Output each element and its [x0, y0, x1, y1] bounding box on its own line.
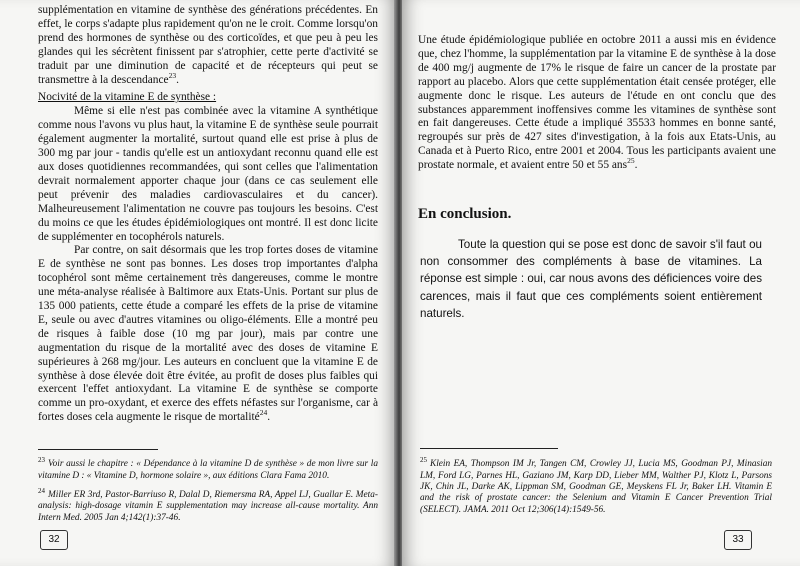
right-page [402, 0, 800, 566]
left-body-text [38, 4, 378, 425]
left-page [0, 0, 396, 566]
right-body-text [418, 34, 776, 173]
left-footnotes [38, 455, 378, 528]
footnote-24: $^{24}$ Miller ER 3rd, Pastor-Barriuso R, Dalal D, Riemersma RA, Appel LJ, Guallar E. Meta-analysis: high-dosage vitamin E supplementation may increase all-cause mortality. Ann Intern Med. 2005 Jan 4;142(1):37-46. [38, 486, 378, 523]
conclusion-heading: En conclusion. [418, 206, 512, 222]
paragraph-2: Même si elle n'est pas combinée avec la vitamine A synthétique comme nous l'avons vu plus haut, la vitamine E de synthèse seule pourrait également augmenter la mortalité, surtout quand elle est prise à plus de 300 mg par jour - tandis qu'elle est un antioxydant reconnu quand elle est aux doses quotidiennes recommandées, qui sont celles que l'alimentation devrait normalement apporter chaque jour (dans ce cas seulement elle peut prévenir des maladies cardiovasculaires et du cancer). Malheureusement l'alimentation ne couvre pas toujours les besoins. C'est du moins ce que les études épidémiologiques ont montré. Il est donc licite de supplémenter en tocophérols naturels. [38, 105, 378, 243]
footnote-25: $^{25}$ Klein EA, Thompson IM Jr, Tangen CM, Crowley JJ, Lucia MS, Goodman PJ, Minasian LM, Ford LG, Parnes HL, Gaziano JM, Karp DD, Lieber MM, Walther PJ, Klotz L, Parsons JK, Chin JL, Darke AK, Lippman SM, Goodman GE, Meyskens FL Jr, Baker LH. Vitamin E and the risk of prostate cancer: the Selenium and Vitamin E Cancer Prevention Trial (SELECT). JAMA. 2011 Oct 12;306(14):1549-56. [420, 456, 772, 515]
paragraph-1: supplémentation en vitamine de synthèse des générations précédentes. En effet, le corps s'adapte plus rapidement qu'on ne le croit. Comme lorsqu'on prend des hormones de synthèse ou des corticoïdes, et que peu à peu les glandes qui les sécrètent finissent par s'atrophier, cette perte d'activité se traduit par une diminution de capacité et de récepteurs qui peut se transmettre à la descendance$^{23}$. [38, 4, 378, 86]
footnote-23: $^{23}$ Voir aussi le chapitre : « Dépendance à la vitamine D de synthèse » de mon livre sur la vitamine D : « Vitamine D, hormone solaire », aux éditions Clara Fama 2010. [38, 456, 378, 481]
section-heading: Nocivité de la vitamine E de synthèse : [38, 91, 217, 104]
paragraph-4: Une étude épidémiologique publiée en octobre 2011 a aussi mis en évidence que, chez l'homme, la supplémentation par la vitamine E de synthèse à la dose de 400 mg/j augmente de 17% le risque de faire un cancer de la prostate par rapport au placebo. Alors que cette supplémentation était censée protéger, elle augmente donc le risque. Les auteurs de l'étude en ont conclu que des substances apparemment inoffensives comme les vitamines de synthèse sont en fait dangereuses. Cette étude a impliqué 35533 hommes en bonne santé, regroupés sur près de 427 sites d'investigation, à la fois aux Etats-Unis, au Canada et à Puerto Rico, entre 2001 et 2004. Tous les participants avaient une prostate normale, et avaient entre 50 et 55 ans$^{25}$. [418, 34, 776, 172]
footnote-rule [420, 448, 558, 449]
paragraph-3: Par contre, on sait désormais que les trop fortes doses de vitamine E de synthèse ne sont pas bonnes. Les doses trop importantes d'alpha tocophérol sont même certainement très dangereuses, comme le montre une méta-analyse réalisée à Baltimore aux Etats-Unis. Portant sur plus de 135 000 patients, cette étude a comparé les effets de la prise de vitamine E, seule ou avec d'autres vitamines ou oligo-éléments. Elle a montré peu de risques à faible dose (10 mg par jour), mais par contre une augmentation du risque de la mortalité avec des doses de vitamine E supérieures à 268 mg/jour. Les auteurs en concluent que la vitamine E de synthèse à dose élevée doit être évitée, au profit de doses plus faibles qui exercent l'effet antioxydant. La vitamine E de synthèse se comporte comme un pro-oxydant, et exerce des effets néfastes sur l'organisme, car à fortes doses cela augmente le risque de mortalité$^{24}$. [38, 244, 378, 424]
footnote-ref-23: 23 [168, 70, 177, 80]
footnote-ref-24: 24 [259, 408, 268, 418]
page-number-left: 32 [40, 530, 68, 550]
footnote-ref-25: 25 [627, 156, 635, 166]
footnote-rule [38, 449, 158, 450]
page-number-right: 33 [724, 530, 752, 550]
conclusion-text: Toute la question qui se pose est donc de savoir s'il faut ou non consommer des compléments à base de vitamines. La réponse est simple : oui, car nous avons des déficiences voire des carences, mais il faut que ces compléments soient entièrement naturels. [420, 238, 762, 320]
right-footnotes [420, 455, 772, 520]
